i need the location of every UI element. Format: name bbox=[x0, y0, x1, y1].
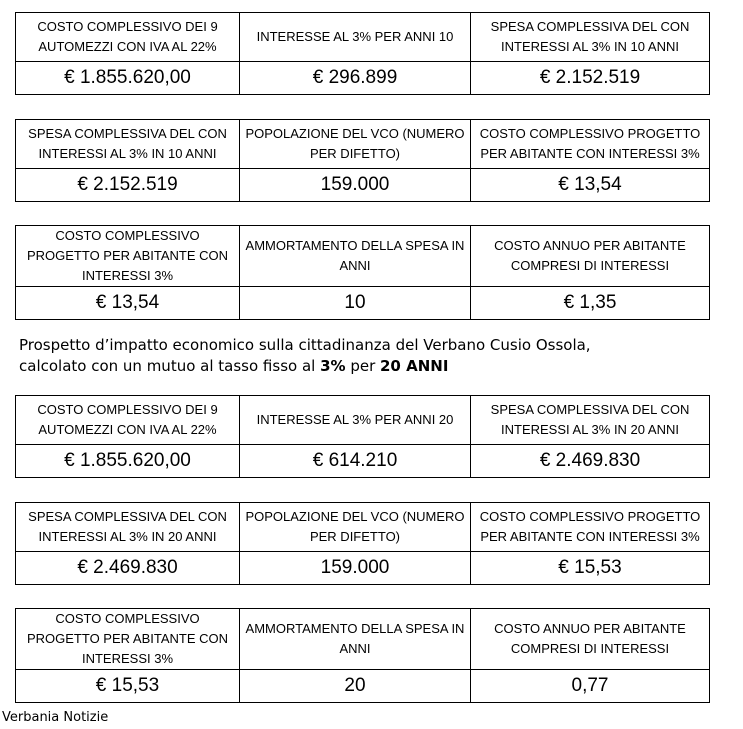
header-cell: POPOLAZIONE DEL VCO (NUMERO PER DIFETTO) bbox=[240, 120, 471, 169]
table-value-row bbox=[16, 552, 710, 585]
value-cell: € 1.855.620,00 bbox=[16, 62, 240, 95]
table-20y-per-capita bbox=[15, 502, 710, 585]
header-cell: COSTO COMPLESSIVO PROGETTO PER ABITANTE CON INTERESSI 3% bbox=[16, 609, 240, 670]
header-cell: COSTO COMPLESSIVO PROGETTO PER ABITANTE CON INTERESSI 3% bbox=[471, 503, 710, 552]
table-value-row bbox=[16, 445, 710, 478]
table-20y-total-cost bbox=[15, 395, 710, 478]
header-cell: SPESA COMPLESSIVA DEL CON INTERESSI AL 3% IN 20 ANNI bbox=[16, 503, 240, 552]
table-header-row bbox=[16, 120, 710, 169]
table-10y-total-cost bbox=[15, 12, 710, 95]
table-10y-per-capita bbox=[15, 119, 710, 202]
value-cell: 0,77 bbox=[471, 670, 710, 703]
value-cell: 159.000 bbox=[240, 552, 471, 585]
value-cell: € 2.152.519 bbox=[16, 169, 240, 202]
value-cell: € 2.469.830 bbox=[16, 552, 240, 585]
source-credit: Verbania Notizie bbox=[2, 710, 109, 725]
value-cell: € 296.899 bbox=[240, 62, 471, 95]
value-cell: 20 bbox=[240, 670, 471, 703]
caption-line-1: Prospetto d’impatto economico sulla cittadinanza del Verbano Cusio Ossola, bbox=[19, 336, 591, 354]
table-header-row bbox=[16, 609, 710, 670]
section-caption bbox=[19, 335, 591, 377]
header-cell: COSTO ANNUO PER ABITANTE COMPRESI DI INTERESSI bbox=[471, 226, 710, 287]
header-cell: AMMORTAMENTO DELLA SPESA IN ANNI bbox=[240, 609, 471, 670]
header-cell: COSTO COMPLESSIVO DEI 9 AUTOMEZZI CON IVA AL 22% bbox=[16, 13, 240, 62]
value-cell: € 2.152.519 bbox=[471, 62, 710, 95]
caption-rate: 3% bbox=[320, 357, 346, 375]
table-header-row bbox=[16, 226, 710, 287]
header-cell: COSTO COMPLESSIVO PROGETTO PER ABITANTE CON INTERESSI 3% bbox=[16, 226, 240, 287]
table-header-row bbox=[16, 396, 710, 445]
value-cell: € 15,53 bbox=[16, 670, 240, 703]
header-cell: COSTO COMPLESSIVO PROGETTO PER ABITANTE CON INTERESSI 3% bbox=[471, 120, 710, 169]
caption-line-2-prefix: calcolato con un mutuo al tasso fisso al bbox=[19, 357, 321, 375]
table-header-row bbox=[16, 13, 710, 62]
header-cell: POPOLAZIONE DEL VCO (NUMERO PER DIFETTO) bbox=[240, 503, 471, 552]
header-cell: SPESA COMPLESSIVA DEL CON INTERESSI AL 3% IN 10 ANNI bbox=[16, 120, 240, 169]
header-cell: INTERESSE AL 3% PER ANNI 10 bbox=[240, 13, 471, 62]
caption-line-2-mid: per bbox=[345, 357, 380, 375]
caption-years: 20 ANNI bbox=[380, 357, 449, 375]
value-cell: 159.000 bbox=[240, 169, 471, 202]
header-cell: AMMORTAMENTO DELLA SPESA IN ANNI bbox=[240, 226, 471, 287]
table-10y-annual-cost bbox=[15, 225, 710, 320]
value-cell: € 614.210 bbox=[240, 445, 471, 478]
table-header-row bbox=[16, 503, 710, 552]
table-value-row bbox=[16, 670, 710, 703]
value-cell: € 15,53 bbox=[471, 552, 710, 585]
value-cell: € 13,54 bbox=[16, 287, 240, 320]
header-cell: SPESA COMPLESSIVA DEL CON INTERESSI AL 3% IN 10 ANNI bbox=[471, 13, 710, 62]
table-value-row bbox=[16, 169, 710, 202]
header-cell: COSTO ANNUO PER ABITANTE COMPRESI DI INTERESSI bbox=[471, 609, 710, 670]
table-value-row bbox=[16, 62, 710, 95]
table-20y-annual-cost bbox=[15, 608, 710, 703]
value-cell: € 1,35 bbox=[471, 287, 710, 320]
value-cell: € 13,54 bbox=[471, 169, 710, 202]
header-cell: COSTO COMPLESSIVO DEI 9 AUTOMEZZI CON IVA AL 22% bbox=[16, 396, 240, 445]
header-cell: INTERESSE AL 3% PER ANNI 20 bbox=[240, 396, 471, 445]
value-cell: 10 bbox=[240, 287, 471, 320]
table-value-row bbox=[16, 287, 710, 320]
value-cell: € 2.469.830 bbox=[471, 445, 710, 478]
value-cell: € 1.855.620,00 bbox=[16, 445, 240, 478]
header-cell: SPESA COMPLESSIVA DEL CON INTERESSI AL 3% IN 20 ANNI bbox=[471, 396, 710, 445]
